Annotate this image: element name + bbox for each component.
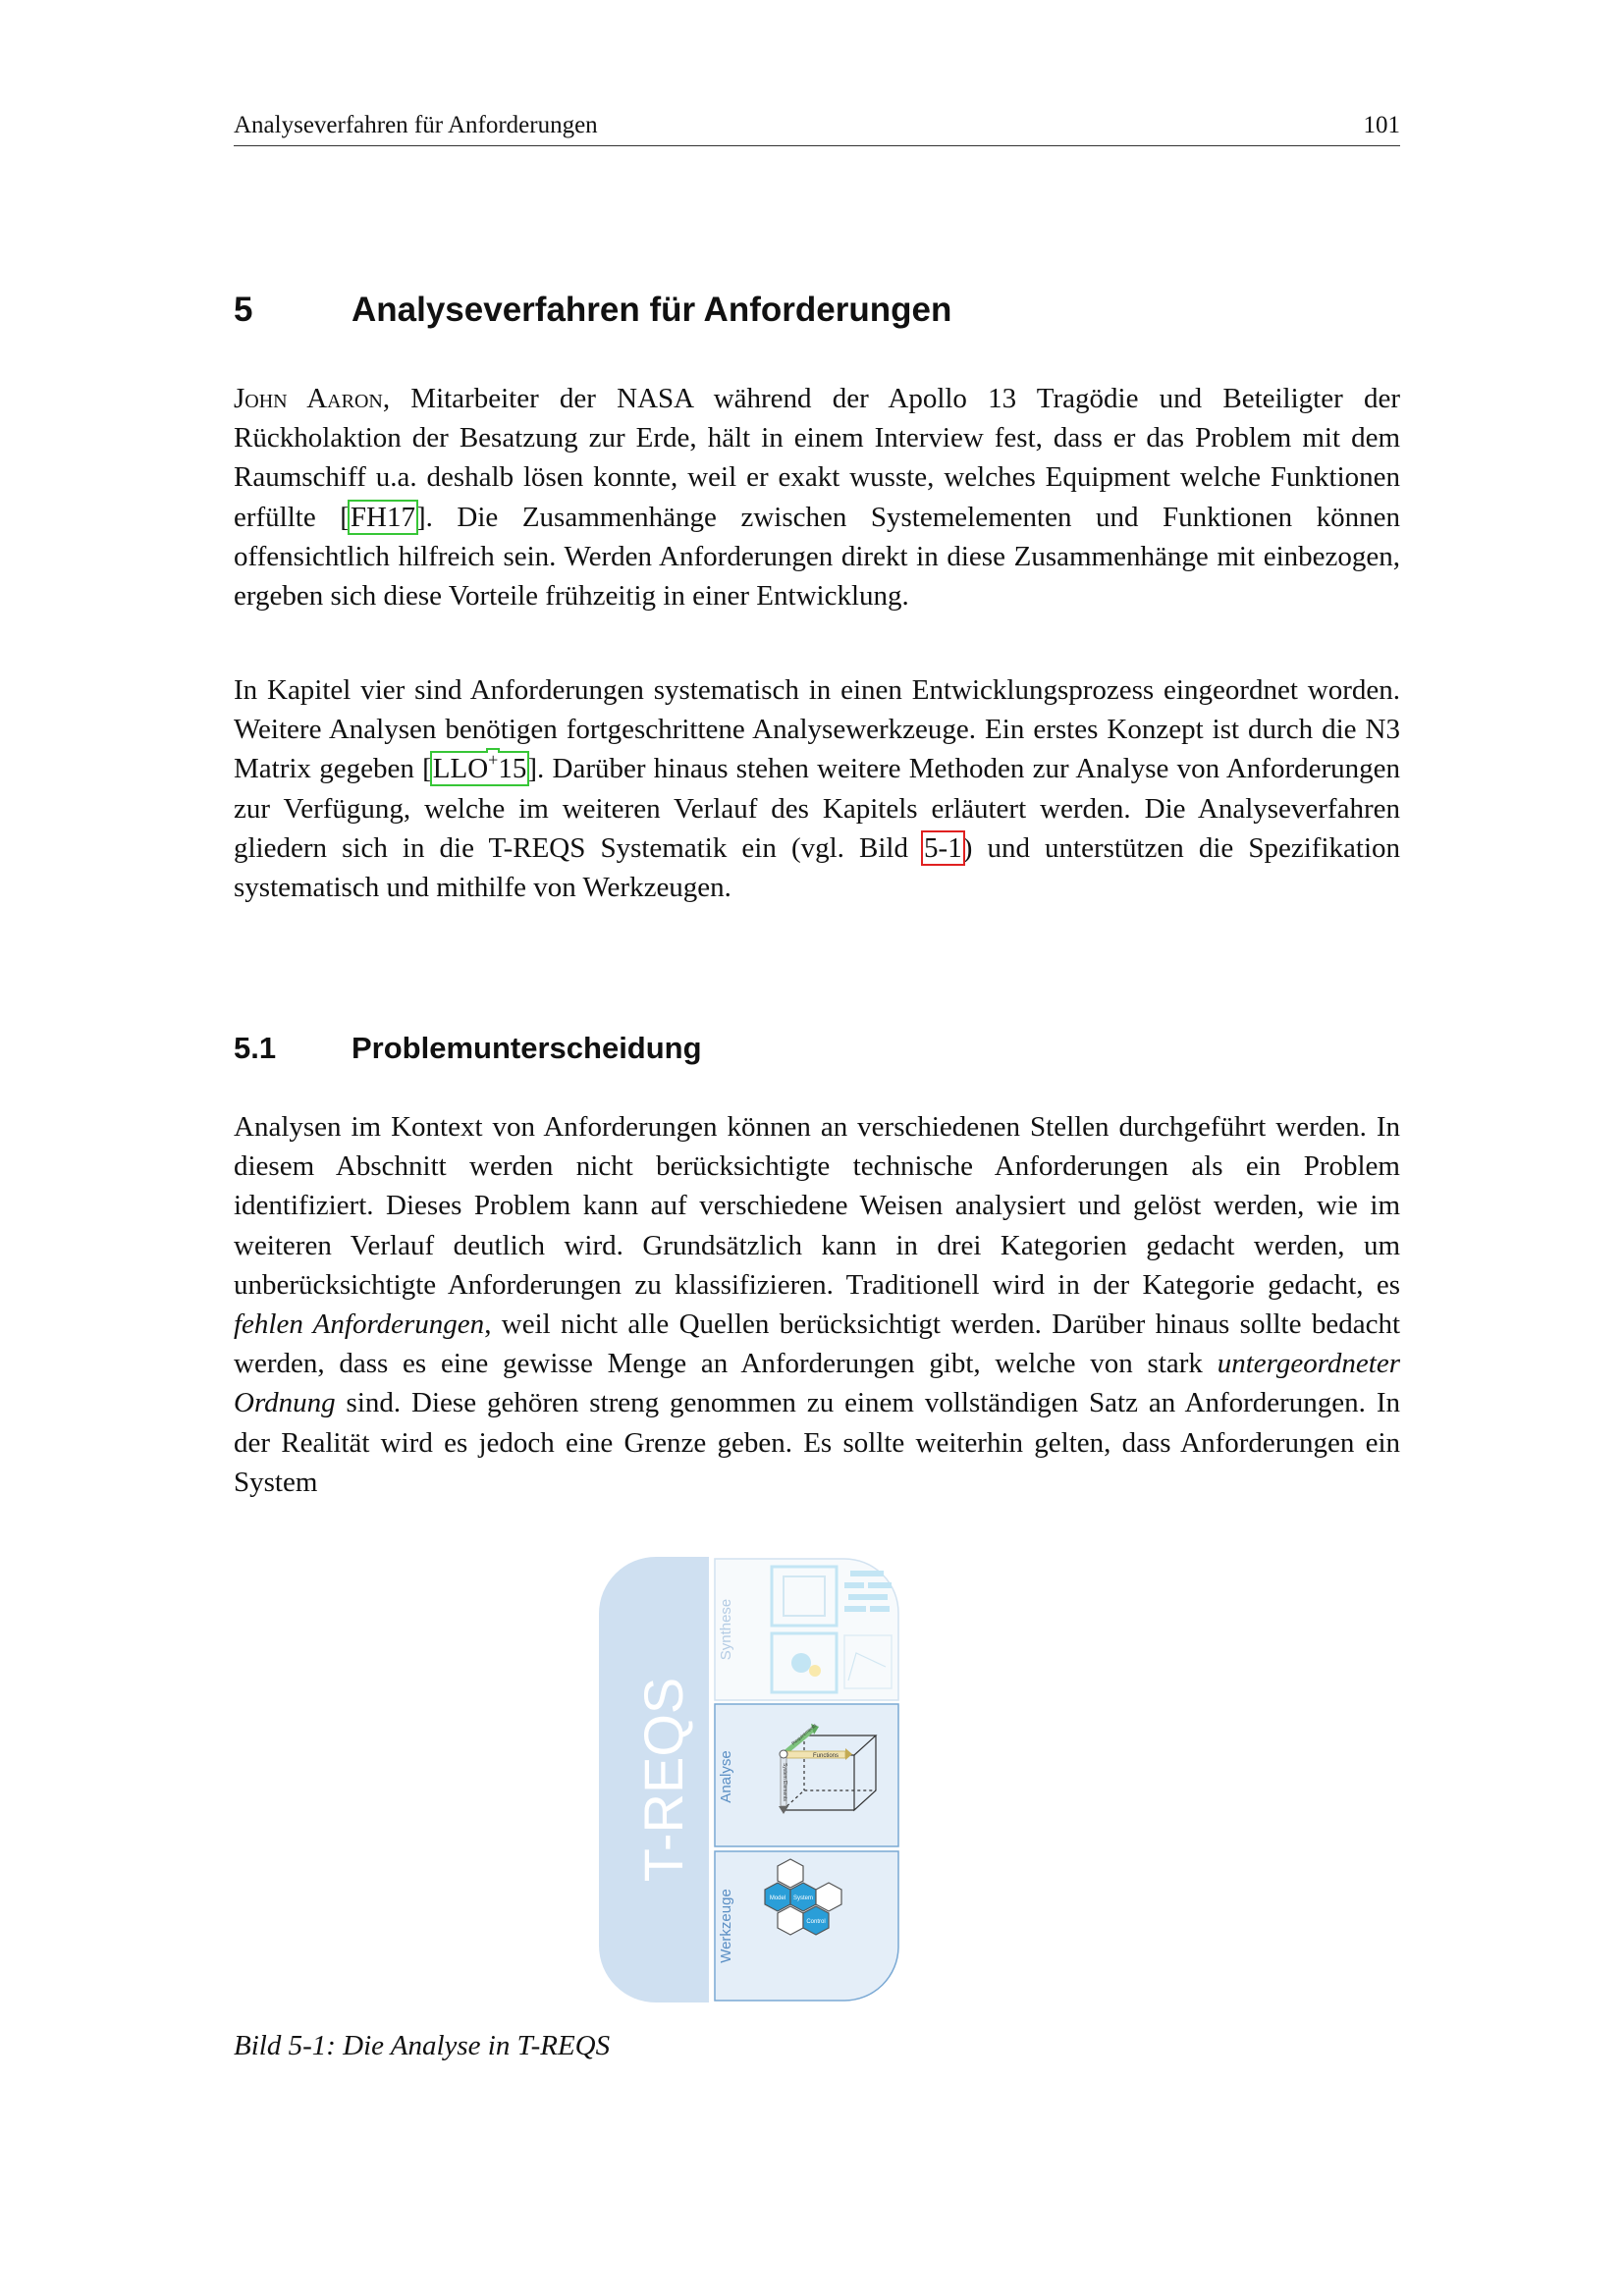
werkzeuge-label: Werkzeuge <box>718 1889 734 1963</box>
paragraph-text: , Mitarbeiter der NASA während der Apollo 13 Tragödie und Beteiligter der Rückholaktion der Besatzung zur Erde, hält in einem Interview fest, dass er das Problem mit dem Raumschiff u.a. deshalb lösen konnte, weil er exakt wusste, welches Equipment welche Funktionen erfüllte [ <box>234 383 1400 533</box>
hexagon-empty <box>778 1859 803 1888</box>
figure-reference-link[interactable]: 5-1 <box>924 831 962 864</box>
paragraph-text: ) und unterstützen die Spezifikation systematisch und mithilfe von Werkzeugen. <box>234 831 1401 904</box>
paragraph-text: Analysen im Kontext von Anforderungen können an verschiedenen Stellen durchgeführt werden. In diesem Abschnitt werden nicht berücksichtigte technische Anforderungen als ein Problem identifiziert. Dieses Problem kann auf verschiedene Weisen analysiert und gelöst werden, wie im weiteren Verlauf deutlich wird. Grundsätzlich kann in drei Kategorien gedacht werden, um unberücksichtigte Anforderungen zu klassifizieren. Traditionell wird in der Kategorie gedacht, es <box>234 1111 1400 1301</box>
cube-functions-label: Functions <box>813 1753 839 1759</box>
paragraph-text: ]. Darüber hinaus stehen weitere Methoden zur Analyse von Anforderungen zur Verfügung, welche im weiteren Verlauf des Kapitels erläutert werden. Die Analyseverfahren gliedern sich in die T-REQS Systematik ein (vgl. Bild <box>234 753 1401 864</box>
chapter-title: Analyseverfahren für Anforderungen <box>352 291 952 329</box>
analyse-panel <box>715 1704 898 1846</box>
synthese-node-icon <box>791 1653 811 1673</box>
chapter-number: 5 <box>234 291 253 329</box>
paragraph-text: ]. Die Zusammenhänge zwischen Systemelementen und Funktionen können offensichtlich hilfreich sein. Werden Anforderungen direkt in diese Zusammenhänge mit einbezogen, ergeben sich diese Vorteile frühzeitig in einer Entwicklung. <box>234 501 1401 613</box>
chapter-heading <box>234 291 951 330</box>
figure-caption-text: : Die Analyse in T-REQS <box>326 2030 611 2061</box>
page-number: 101 <box>1363 112 1400 138</box>
t-reqs-figure <box>591 1557 1278 2002</box>
emphasis: untergeordneter Ordnung <box>234 1348 1400 1419</box>
werkzeuge-panel <box>715 1851 898 2001</box>
hex-control-label: Control <box>806 1919 826 1925</box>
citation-year: 15 <box>498 753 527 785</box>
hex-system-label: System <box>792 1896 814 1901</box>
citation-link[interactable]: FH17 <box>350 501 415 533</box>
section-title: Problemunterscheidung <box>352 1031 702 1065</box>
synthese-node-icon <box>809 1665 821 1677</box>
synthese-label: Synthese <box>718 1598 734 1661</box>
running-header <box>234 112 1400 146</box>
citation-sup: + <box>488 749 499 770</box>
paragraph-text: , weil nicht alle Quellen berücksichtigt werden. Darüber hinaus sollte bedacht werden, dass es eine gewisse Menge an Anforderungen gibt, welche von stark <box>234 1308 1400 1380</box>
paragraph-problem <box>234 1107 1400 1502</box>
paragraph-intro <box>234 379 1400 615</box>
cube-requirements-label: Requirements <box>790 1722 819 1747</box>
paragraph-text: In Kapitel vier sind Anforderungen systematisch in einen Entwicklungsprozess eingeordnet worden. Weitere Analysen benötigen fortgeschrittene Analysewerkzeuge. Ein erstes Konzept ist durch die N3 Matrix gegeben [ <box>234 674 1400 785</box>
author-name: John Aaron <box>234 383 383 414</box>
figure-caption <box>234 2030 610 2062</box>
synthese-panel <box>715 1559 898 1700</box>
cube-system-label: System Elements <box>782 1763 787 1801</box>
running-header-title: Analyseverfahren für Anforderungen <box>234 112 598 138</box>
analyse-label: Analyse <box>718 1750 734 1803</box>
hex-model-label: Model <box>769 1896 786 1901</box>
hexagon-empty <box>816 1883 841 1911</box>
citation-link[interactable] <box>432 749 528 785</box>
paragraph-chapter-overview <box>234 670 1400 907</box>
t-reqs-side-label: T-REQS <box>631 1677 694 1883</box>
figure-caption-label: Bild 5-1 <box>234 2030 327 2061</box>
section-heading <box>234 1031 702 1066</box>
citation-key: LLO <box>432 753 489 785</box>
section-number: 5.1 <box>234 1031 277 1065</box>
paragraph-text: sind. Diese gehören streng genommen zu einem vollständigen Satz an Anforderungen. In der Realität wird es jedoch eine Grenze geben. Es sollte weiterhin gelten, dass Anforderungen ein System <box>234 1387 1400 1498</box>
emphasis: fehlen Anforderungen <box>234 1308 485 1341</box>
hexagon-empty <box>778 1906 803 1935</box>
